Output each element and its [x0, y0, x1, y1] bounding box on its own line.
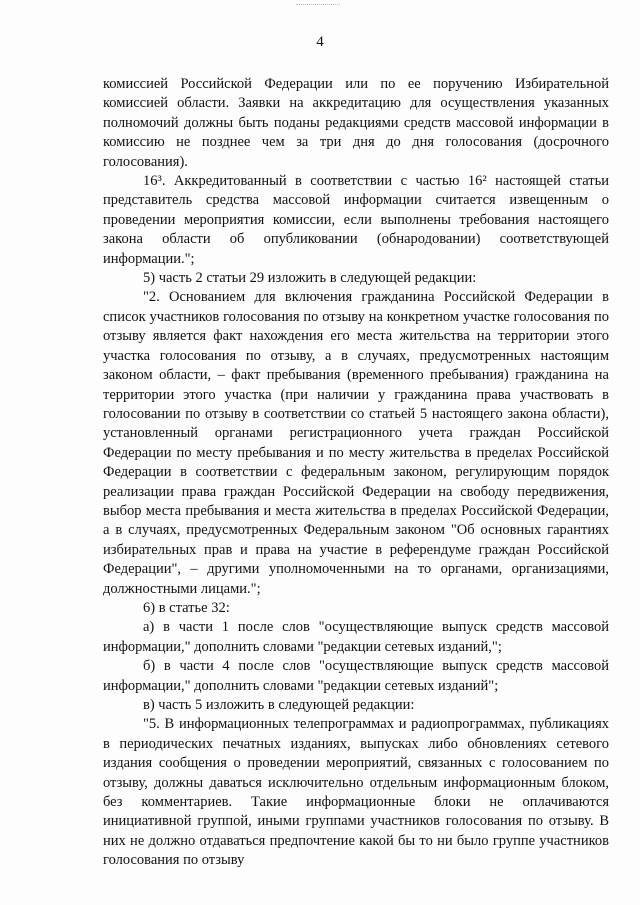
document-body — [103, 75, 609, 871]
paragraph-item-6b: б) в части 4 после слов "осуществляющие выпуск средств массовой информации," дополнить словами "редакции сетевых изданий"; — [103, 658, 609, 694]
page-number: 4 — [316, 34, 324, 50]
top-edge-mark — [296, 0, 340, 5]
paragraph-item-6: 6) в статье 32: — [143, 599, 230, 616]
paragraph-item-6a: а) в части 1 после слов "осуществляющие выпуск средств массовой информации," дополнить словами "редакции сетевых изданий,"; — [103, 619, 609, 655]
paragraph-item-5: 5) часть 2 статьи 29 изложить в следующей редакции: — [143, 270, 477, 287]
paragraph-item-6v: в) часть 5 изложить в следующей редакции: — [143, 697, 415, 713]
paragraph-part-5-text: "5. В информационных телепрограммах и радиопрограммах, публикациях в периодических печатных изданиях, выпусках либо обновлениях сетевого издания сообщения о проведении мероприятий, связанных с голосованием по отзыву, должны даваться исключительно отдельным информационным блоком, без комментариев. Такие информационные блоки не оплачиваются инициативной группой, иными группами участников голосования по отзыву. В них не должно отдаваться предпочтение какой бы то ни было группе участников голосования по отзыву — [103, 716, 609, 869]
paragraph-article-29-text: "2. Основанием для включения гражданина Российской Федерации в список участников голосования по отзыву на конкретном участке голосования по отзыву является факт нахождения его места жительства на территории этого участка голосования по отзыву, а в случаях, предусмотренных настоящим законом области, – факт пребывания (временного пребывания) гражданина на территории этого участка (при наличии у гражданина права участвовать в голосовании по отзыву в соответствии со статьей 5 настоящего закона области), установленный органами регистрационного учета граждан Российской Федерации по месту пребывания и по месту жительства в пределах Российской Федерации в соответствии с федеральным законом, регулирующим порядок реализации права граждан Российской Федерации на свободу передвижения, выбор места пребывания и места жительства в пределах Российской Федерации, а в случаях, предусмотренных Федеральным законом "Об основных гарантиях избирательных прав и права на участие в референдуме граждан Российской Федерации", – другими уполномоченными на то органами, организациями, должностными лицами."; — [103, 289, 609, 597]
paragraph-continuation: комиссией Российской Федерации или по ее поручению Избирательной комиссией области. Заявки на аккредитацию для осуществления указанных полномочий должны быть поданы редакциями средств массовой информации в комиссию не позднее чем за три дня до дня голосования (досрочного голосования). — [103, 76, 609, 170]
paragraph-16-3: 16³. Аккредитованный в соответствии с частью 16² настоящей статьи представитель средства массовой информации считается извещенным о проведении мероприятия комиссии, если выполнены требования настоящего закона области об опубликовании (обнародовании) соответствующей информации."; — [103, 173, 609, 267]
